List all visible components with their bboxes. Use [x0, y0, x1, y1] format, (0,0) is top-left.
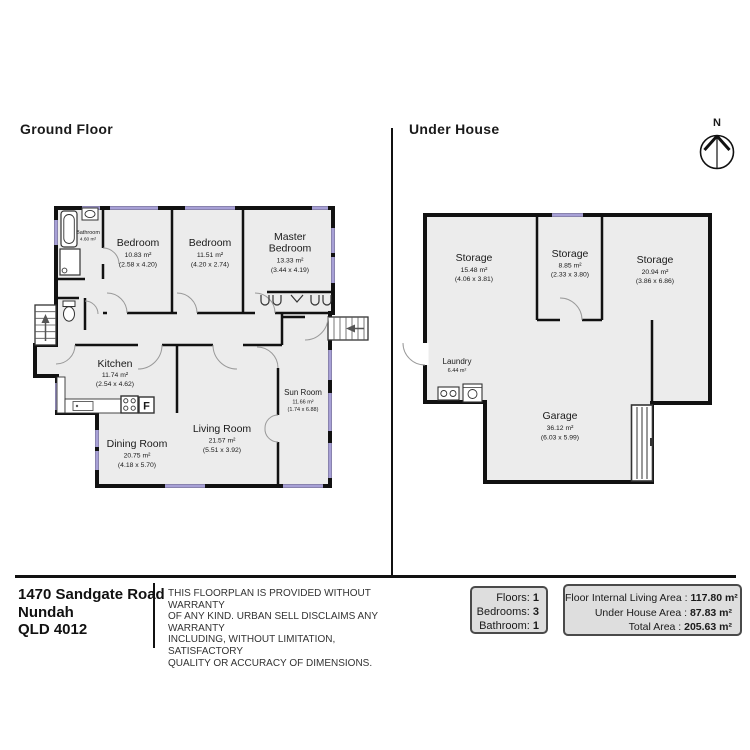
entry-door-opening	[422, 343, 429, 365]
stat-bathroom: Bathroom: 1	[479, 619, 539, 632]
svg-text:(4.18 x 5.70): (4.18 x 5.70)	[117, 462, 157, 469]
svg-text:Garage: Garage	[542, 410, 578, 422]
svg-text:(6.03 x 5.99): (6.03 x 5.99)	[540, 434, 580, 442]
shower-icon	[60, 249, 80, 275]
svg-text:13.33 m²: 13.33 m²	[276, 257, 304, 265]
footer-divider-line	[15, 575, 736, 578]
stat-under-house-area: Under House Area : 87.83 m²	[594, 606, 732, 619]
svg-text:(2.54 x 4.62): (2.54 x 4.62)	[95, 381, 135, 388]
svg-text:(4.06 x 3.81): (4.06 x 3.81)	[454, 276, 494, 283]
ground-floor-title: Ground Floor	[20, 121, 114, 137]
svg-text:(1.74 x 6.88): (1.74 x 6.88)	[287, 407, 319, 413]
under-house-window	[552, 213, 583, 217]
stat-total-area: Total Area : 205.63 m²	[628, 621, 732, 633]
svg-text:6.44 m²: 6.44 m²	[447, 368, 467, 374]
svg-text:(2.33 x 3.80): (2.33 x 3.80)	[550, 271, 590, 279]
stat-internal-living-area: Floor Internal Living Area : 117.80 m²	[565, 592, 738, 604]
room-label-storage3	[636, 254, 674, 285]
under-house-plan	[395, 195, 740, 495]
right-stairs	[328, 317, 368, 340]
address-state-postcode: QLD 4012	[18, 621, 88, 638]
room-label-storage1	[455, 252, 493, 283]
svg-text:(2.58 x 4.20): (2.58 x 4.20)	[118, 261, 158, 269]
ground-floor-plan	[15, 195, 385, 500]
svg-text:Bedroom: Bedroom	[116, 237, 160, 249]
property-address	[18, 586, 165, 639]
svg-text:Storage: Storage	[551, 248, 589, 260]
svg-text:Living Room: Living Room	[192, 423, 252, 435]
svg-text:8.85 m²: 8.85 m²	[558, 262, 582, 270]
svg-text:(3.44 x 4.19): (3.44 x 4.19)	[270, 267, 310, 274]
washing-machine-icon	[463, 384, 482, 402]
basin-icon	[82, 208, 98, 220]
svg-text:Kitchen: Kitchen	[97, 358, 133, 370]
north-compass-icon	[696, 114, 738, 178]
svg-text:20.94 m²: 20.94 m²	[641, 269, 669, 276]
svg-text:15.48 m²: 15.48 m²	[460, 267, 488, 274]
toilet-icon	[63, 301, 75, 321]
svg-text:Master: Master	[273, 231, 307, 243]
svg-text:Bedroom: Bedroom	[188, 237, 232, 249]
svg-text:20.75 m²: 20.75 m²	[123, 452, 151, 460]
room-label-master-bedroom	[269, 231, 312, 274]
svg-text:36.12 m²: 36.12 m²	[546, 425, 574, 432]
area-stats-box	[563, 584, 742, 636]
stat-floors: Floors: 1	[496, 592, 539, 604]
fridge-label: F	[143, 400, 150, 413]
address-street: 1470 Sandgate Road	[18, 586, 165, 603]
stat-bedrooms: Bedrooms: 3	[476, 605, 539, 618]
svg-text:11.74 m²: 11.74 m²	[101, 372, 129, 379]
stove-icon	[121, 396, 138, 413]
garage-door	[632, 405, 654, 481]
fridge-icon	[139, 397, 154, 413]
garage-door-handle	[650, 438, 654, 446]
svg-text:Bedroom: Bedroom	[268, 242, 312, 255]
svg-text:Dining Room: Dining Room	[106, 438, 168, 450]
svg-text:4.60 m²: 4.60 m²	[79, 237, 97, 243]
summary-stats-box	[470, 586, 548, 634]
svg-text:Storage: Storage	[636, 254, 674, 266]
svg-text:(4.20 x 2.74): (4.20 x 2.74)	[190, 261, 230, 269]
laundry-tub-icon	[438, 387, 459, 400]
svg-text:(3.86 x 6.86): (3.86 x 6.86)	[635, 278, 675, 285]
left-stairs	[35, 305, 56, 345]
svg-text:10.83 m²: 10.83 m²	[124, 252, 152, 259]
svg-text:11.51 m²: 11.51 m²	[196, 252, 224, 259]
svg-text:21.57 m²: 21.57 m²	[208, 437, 236, 445]
compass-north-label: N	[713, 117, 721, 129]
svg-text:Laundry: Laundry	[442, 357, 472, 366]
bathtub-icon	[61, 211, 77, 247]
svg-text:Sun Room: Sun Room	[284, 388, 322, 397]
room-label-garage	[541, 410, 579, 442]
address-suburb: Nundah	[18, 603, 74, 621]
svg-text:11.66 m²: 11.66 m²	[292, 399, 314, 406]
plans-divider-line	[391, 128, 393, 577]
svg-text:Bathroom: Bathroom	[76, 230, 100, 236]
disclaimer-text: THIS FLOORPLAN IS PROVIDED WITHOUT WARRANTY OF ANY KIND. URBAN SELL DISCLAIMS ANY WARRANTY INCLUDING, WITHOUT LIMITATION, SATISFACTORY QUALITY OR ACCURACY OF DIMENSIONS.	[168, 588, 378, 669]
under-house-title: Under House	[409, 121, 500, 137]
svg-text:Storage: Storage	[455, 252, 493, 264]
svg-text:(5.51 x 3.92): (5.51 x 3.92)	[202, 447, 242, 454]
